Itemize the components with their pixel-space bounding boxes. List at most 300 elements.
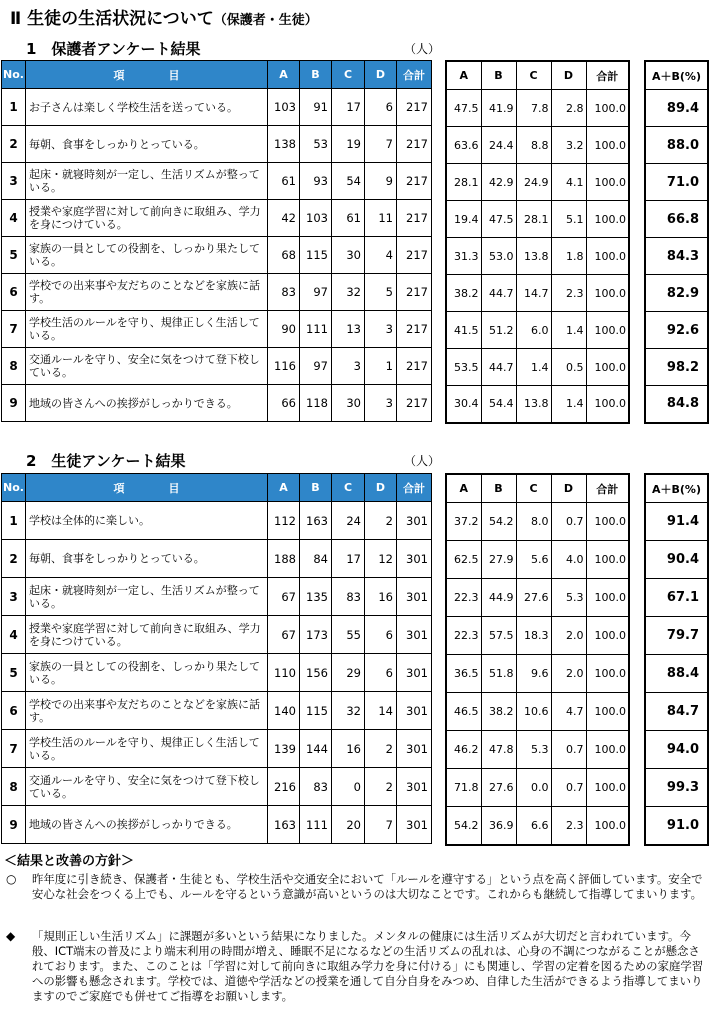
percent-total: 100.0 bbox=[586, 617, 629, 655]
count-a: 83 bbox=[268, 274, 300, 311]
note-mark: ○ bbox=[6, 872, 17, 886]
table-row bbox=[2, 237, 432, 274]
row-number: 5 bbox=[2, 237, 26, 274]
header-d: D bbox=[365, 474, 397, 502]
table-row bbox=[446, 275, 629, 312]
table-row bbox=[645, 579, 708, 617]
header-item: 項 目 bbox=[26, 61, 268, 89]
percent-a: 19.4 bbox=[446, 201, 481, 238]
percent-total: 100.0 bbox=[586, 164, 629, 201]
percent-b: 42.9 bbox=[481, 164, 516, 201]
percent-b: 27.9 bbox=[481, 541, 516, 579]
student-count-table bbox=[1, 473, 432, 844]
header-c: C bbox=[516, 61, 551, 90]
header-item: 項 目 bbox=[26, 474, 268, 502]
row-number: 3 bbox=[2, 578, 26, 616]
row-number: 4 bbox=[2, 200, 26, 237]
count-c: 17 bbox=[332, 89, 365, 126]
header-c: C bbox=[332, 61, 365, 89]
percent-c: 9.6 bbox=[516, 655, 551, 693]
count-total: 217 bbox=[397, 200, 432, 237]
table-row bbox=[2, 654, 432, 692]
percent-c: 28.1 bbox=[516, 201, 551, 238]
count-c: 13 bbox=[332, 311, 365, 348]
count-b: 97 bbox=[300, 274, 332, 311]
header-no: No. bbox=[2, 474, 26, 502]
table-row bbox=[645, 349, 708, 386]
page-title: Ⅱ 生徒の生活状況について（保護者・生徒） bbox=[10, 9, 318, 29]
count-b: 97 bbox=[300, 348, 332, 385]
percent-a: 36.5 bbox=[446, 655, 481, 693]
count-b: 115 bbox=[300, 692, 332, 730]
table-row bbox=[2, 348, 432, 385]
count-d: 7 bbox=[365, 806, 397, 844]
count-total: 217 bbox=[397, 348, 432, 385]
percent-b: 47.5 bbox=[481, 201, 516, 238]
table-row bbox=[446, 349, 629, 386]
percent-d: 2.3 bbox=[551, 807, 586, 845]
count-b: 91 bbox=[300, 89, 332, 126]
table-row bbox=[645, 503, 708, 541]
percent-a: 41.5 bbox=[446, 312, 481, 349]
percent-b: 57.5 bbox=[481, 617, 516, 655]
percent-c: 6.6 bbox=[516, 807, 551, 845]
percent-total: 100.0 bbox=[586, 769, 629, 807]
table-row bbox=[645, 164, 708, 201]
count-d: 12 bbox=[365, 540, 397, 578]
row-item: 地域の皆さんへの挨拶がしっかりできる。 bbox=[26, 385, 268, 422]
count-b: 111 bbox=[300, 806, 332, 844]
table-row bbox=[2, 692, 432, 730]
percent-d: 0.7 bbox=[551, 731, 586, 769]
row-item: 学校は全体的に楽しい。 bbox=[26, 502, 268, 540]
percent-c: 14.7 bbox=[516, 275, 551, 312]
row-number: 5 bbox=[2, 654, 26, 692]
percent-a: 46.5 bbox=[446, 693, 481, 731]
count-b: 83 bbox=[300, 768, 332, 806]
ab-percent: 91.0 bbox=[645, 807, 708, 845]
count-d: 2 bbox=[365, 768, 397, 806]
header-b: B bbox=[481, 474, 516, 503]
ab-percent: 71.0 bbox=[645, 164, 708, 201]
percent-a: 31.3 bbox=[446, 238, 481, 275]
percent-d: 2.0 bbox=[551, 655, 586, 693]
count-c: 61 bbox=[332, 200, 365, 237]
section-title-student: 2 生徒アンケート結果 bbox=[26, 452, 186, 470]
percent-b: 51.8 bbox=[481, 655, 516, 693]
table-row bbox=[446, 579, 629, 617]
percent-b: 27.6 bbox=[481, 769, 516, 807]
percent-c: 6.0 bbox=[516, 312, 551, 349]
row-number: 9 bbox=[2, 385, 26, 422]
table-row bbox=[2, 385, 432, 422]
table-row bbox=[446, 90, 629, 127]
row-item: 学校での出来事や友だちのことなどを家族に話す。 bbox=[26, 692, 268, 730]
ab-percent: 89.4 bbox=[645, 90, 708, 127]
student-ab-table bbox=[644, 473, 709, 846]
row-number: 7 bbox=[2, 311, 26, 348]
count-d: 7 bbox=[365, 126, 397, 163]
percent-b: 24.4 bbox=[481, 127, 516, 164]
count-c: 32 bbox=[332, 274, 365, 311]
table-row bbox=[446, 238, 629, 275]
percent-d: 5.1 bbox=[551, 201, 586, 238]
ab-percent: 84.8 bbox=[645, 386, 708, 423]
percent-c: 24.9 bbox=[516, 164, 551, 201]
percent-a: 62.5 bbox=[446, 541, 481, 579]
row-item: お子さんは楽しく学校生活を送っている。 bbox=[26, 89, 268, 126]
percent-c: 1.4 bbox=[516, 349, 551, 386]
header-no: No. bbox=[2, 61, 26, 89]
header-a: A bbox=[268, 61, 300, 89]
table-row bbox=[645, 127, 708, 164]
count-b: 118 bbox=[300, 385, 332, 422]
count-d: 2 bbox=[365, 730, 397, 768]
percent-d: 2.0 bbox=[551, 617, 586, 655]
percent-d: 3.2 bbox=[551, 127, 586, 164]
count-a: 188 bbox=[268, 540, 300, 578]
count-total: 301 bbox=[397, 502, 432, 540]
percent-d: 2.3 bbox=[551, 275, 586, 312]
table-row bbox=[446, 807, 629, 845]
percent-d: 5.3 bbox=[551, 579, 586, 617]
percent-b: 51.2 bbox=[481, 312, 516, 349]
row-item: 家族の一員としての役割を、しっかり果たしている。 bbox=[26, 654, 268, 692]
percent-total: 100.0 bbox=[586, 579, 629, 617]
count-c: 29 bbox=[332, 654, 365, 692]
count-total: 301 bbox=[397, 806, 432, 844]
count-b: 144 bbox=[300, 730, 332, 768]
header-total: 合計 bbox=[397, 474, 432, 502]
percent-c: 8.8 bbox=[516, 127, 551, 164]
count-total: 301 bbox=[397, 768, 432, 806]
table-row bbox=[2, 274, 432, 311]
percent-d: 1.8 bbox=[551, 238, 586, 275]
percent-a: 54.2 bbox=[446, 807, 481, 845]
guardian-ab-table bbox=[644, 60, 709, 424]
count-d: 9 bbox=[365, 163, 397, 200]
table-row bbox=[446, 312, 629, 349]
ab-percent: 99.3 bbox=[645, 769, 708, 807]
ab-percent: 91.4 bbox=[645, 503, 708, 541]
table-row bbox=[645, 275, 708, 312]
count-a: 163 bbox=[268, 806, 300, 844]
results-heading: ＜結果と改善の方針＞ bbox=[4, 854, 135, 869]
count-d: 2 bbox=[365, 502, 397, 540]
table-row bbox=[446, 731, 629, 769]
ab-percent: 88.4 bbox=[645, 655, 708, 693]
count-d: 11 bbox=[365, 200, 397, 237]
count-c: 55 bbox=[332, 616, 365, 654]
note-mark: ◆ bbox=[6, 929, 16, 943]
table-row bbox=[645, 769, 708, 807]
count-total: 217 bbox=[397, 237, 432, 274]
count-d: 3 bbox=[365, 311, 397, 348]
row-item: 交通ルールを守り、安全に気をつけて登下校している。 bbox=[26, 768, 268, 806]
note-text: 「規則正しい生活リズム」に課題が多いという結果になりました。メンタルの健康には生活リズムが大切だと言われています。今般、ICT端末の普及により端末利用の時間が増え、睡眠不足になるなどの生活リズムの乱れは、心身の不調につながることが懸念されております。また、このことは「学習に対して前向きに取組み学力を身に付ける」にも関連し、学習の定着を図るための家庭学習への影響も懸念されます。学校では、道徳や学活などの授業を通して自分自身をみつめ、自律した生活ができるよう指導してまいりますのでご家庭でも併せてご指導をお願いします。 bbox=[32, 929, 704, 1003]
percent-c: 27.6 bbox=[516, 579, 551, 617]
percent-total: 100.0 bbox=[586, 349, 629, 386]
header-ab: A＋B(%) bbox=[645, 474, 708, 503]
count-a: 90 bbox=[268, 311, 300, 348]
percent-c: 7.8 bbox=[516, 90, 551, 127]
header-d: D bbox=[551, 61, 586, 90]
row-item: 学校での出来事や友だちのことなどを家族に話す。 bbox=[26, 274, 268, 311]
row-item: 授業や家庭学習に対して前向きに取組み、学力を身につけている。 bbox=[26, 616, 268, 654]
table-row bbox=[446, 541, 629, 579]
percent-b: 47.8 bbox=[481, 731, 516, 769]
count-d: 4 bbox=[365, 237, 397, 274]
row-number: 9 bbox=[2, 806, 26, 844]
percent-d: 4.7 bbox=[551, 693, 586, 731]
row-item: 起床・就寝時刻が一定し、生活リズムが整っている。 bbox=[26, 578, 268, 616]
header-total: 合計 bbox=[397, 61, 432, 89]
percent-d: 2.8 bbox=[551, 90, 586, 127]
percent-a: 71.8 bbox=[446, 769, 481, 807]
row-item: 学校生活のルールを守り、規律正しく生活している。 bbox=[26, 311, 268, 348]
count-total: 301 bbox=[397, 692, 432, 730]
guardian-count-table bbox=[1, 60, 432, 422]
percent-a: 63.6 bbox=[446, 127, 481, 164]
table-row bbox=[446, 655, 629, 693]
row-number: 6 bbox=[2, 274, 26, 311]
count-total: 217 bbox=[397, 385, 432, 422]
count-c: 30 bbox=[332, 237, 365, 274]
header-b: B bbox=[300, 61, 332, 89]
percent-total: 100.0 bbox=[586, 386, 629, 423]
count-total: 217 bbox=[397, 274, 432, 311]
count-c: 19 bbox=[332, 126, 365, 163]
header-b: B bbox=[300, 474, 332, 502]
count-a: 216 bbox=[268, 768, 300, 806]
note-text: 昨年度に引き続き、保護者・生徒とも、学校生活や交通安全において「ルールを遵守する」という点を高く評価しています。安全で安心な社会をつくる上でも、ルールを守るという意識が高いというのは大切なことです。これからも継続して指導してまいります。 bbox=[32, 872, 703, 901]
percent-b: 38.2 bbox=[481, 693, 516, 731]
percent-total: 100.0 bbox=[586, 655, 629, 693]
count-b: 103 bbox=[300, 200, 332, 237]
row-number: 1 bbox=[2, 502, 26, 540]
header-ab: A＋B(%) bbox=[645, 61, 708, 90]
count-c: 30 bbox=[332, 385, 365, 422]
row-item: 家族の一員としての役割を、しっかり果たしている。 bbox=[26, 237, 268, 274]
count-a: 140 bbox=[268, 692, 300, 730]
header-total: 合計 bbox=[586, 61, 629, 90]
percent-a: 38.2 bbox=[446, 275, 481, 312]
count-a: 110 bbox=[268, 654, 300, 692]
count-b: 115 bbox=[300, 237, 332, 274]
table-row bbox=[645, 541, 708, 579]
unit-label: （人） bbox=[404, 42, 441, 56]
count-b: 173 bbox=[300, 616, 332, 654]
table-row bbox=[2, 89, 432, 126]
percent-c: 8.0 bbox=[516, 503, 551, 541]
percent-total: 100.0 bbox=[586, 312, 629, 349]
table-row bbox=[645, 238, 708, 275]
percent-total: 100.0 bbox=[586, 541, 629, 579]
ab-percent: 67.1 bbox=[645, 579, 708, 617]
percent-total: 100.0 bbox=[586, 201, 629, 238]
percent-d: 4.1 bbox=[551, 164, 586, 201]
count-d: 6 bbox=[365, 616, 397, 654]
count-c: 3 bbox=[332, 348, 365, 385]
percent-c: 5.6 bbox=[516, 541, 551, 579]
header-d: D bbox=[365, 61, 397, 89]
table-row bbox=[2, 126, 432, 163]
table-row bbox=[645, 386, 708, 423]
count-d: 1 bbox=[365, 348, 397, 385]
percent-total: 100.0 bbox=[586, 503, 629, 541]
page-subtitle: （保護者・生徒） bbox=[213, 13, 318, 28]
table-row bbox=[446, 386, 629, 423]
percent-a: 30.4 bbox=[446, 386, 481, 423]
ab-percent: 98.2 bbox=[645, 349, 708, 386]
count-a: 138 bbox=[268, 126, 300, 163]
count-d: 16 bbox=[365, 578, 397, 616]
percent-b: 44.7 bbox=[481, 275, 516, 312]
count-total: 301 bbox=[397, 578, 432, 616]
count-b: 93 bbox=[300, 163, 332, 200]
count-c: 0 bbox=[332, 768, 365, 806]
table-row bbox=[2, 578, 432, 616]
count-d: 6 bbox=[365, 89, 397, 126]
count-c: 83 bbox=[332, 578, 365, 616]
unit-label: （人） bbox=[404, 454, 441, 468]
table-row bbox=[2, 200, 432, 237]
row-number: 8 bbox=[2, 348, 26, 385]
percent-b: 36.9 bbox=[481, 807, 516, 845]
table-row bbox=[645, 90, 708, 127]
percent-c: 10.6 bbox=[516, 693, 551, 731]
header-b: B bbox=[481, 61, 516, 90]
row-number: 1 bbox=[2, 89, 26, 126]
count-b: 53 bbox=[300, 126, 332, 163]
header-c: C bbox=[516, 474, 551, 503]
percent-b: 54.2 bbox=[481, 503, 516, 541]
header-c: C bbox=[332, 474, 365, 502]
percent-b: 44.7 bbox=[481, 349, 516, 386]
percent-c: 13.8 bbox=[516, 238, 551, 275]
percent-a: 47.5 bbox=[446, 90, 481, 127]
count-d: 3 bbox=[365, 385, 397, 422]
count-a: 116 bbox=[268, 348, 300, 385]
percent-b: 54.4 bbox=[481, 386, 516, 423]
count-a: 66 bbox=[268, 385, 300, 422]
percent-total: 100.0 bbox=[586, 127, 629, 164]
count-c: 24 bbox=[332, 502, 365, 540]
table-row bbox=[2, 806, 432, 844]
ab-percent: 84.3 bbox=[645, 238, 708, 275]
count-a: 67 bbox=[268, 578, 300, 616]
percent-d: 4.0 bbox=[551, 541, 586, 579]
count-total: 301 bbox=[397, 654, 432, 692]
count-b: 156 bbox=[300, 654, 332, 692]
percent-b: 53.0 bbox=[481, 238, 516, 275]
percent-c: 18.3 bbox=[516, 617, 551, 655]
table-row bbox=[2, 540, 432, 578]
table-row bbox=[446, 201, 629, 238]
percent-d: 0.7 bbox=[551, 769, 586, 807]
percent-c: 5.3 bbox=[516, 731, 551, 769]
percent-total: 100.0 bbox=[586, 807, 629, 845]
count-a: 103 bbox=[268, 89, 300, 126]
ab-percent: 82.9 bbox=[645, 275, 708, 312]
row-item: 毎朝、食事をしっかりとっている。 bbox=[26, 126, 268, 163]
ab-percent: 66.8 bbox=[645, 201, 708, 238]
table-row bbox=[645, 693, 708, 731]
percent-a: 46.2 bbox=[446, 731, 481, 769]
percent-a: 28.1 bbox=[446, 164, 481, 201]
count-c: 20 bbox=[332, 806, 365, 844]
guardian-percent-table bbox=[445, 60, 630, 424]
percent-a: 37.2 bbox=[446, 503, 481, 541]
row-number: 8 bbox=[2, 768, 26, 806]
table-row bbox=[645, 655, 708, 693]
count-c: 17 bbox=[332, 540, 365, 578]
section-title-guardian: 1 保護者アンケート結果 bbox=[26, 40, 201, 58]
header-d: D bbox=[551, 474, 586, 503]
table-row bbox=[2, 616, 432, 654]
count-a: 112 bbox=[268, 502, 300, 540]
percent-total: 100.0 bbox=[586, 90, 629, 127]
ab-percent: 90.4 bbox=[645, 541, 708, 579]
header-a: A bbox=[268, 474, 300, 502]
result-note bbox=[6, 872, 706, 902]
percent-d: 0.7 bbox=[551, 503, 586, 541]
count-d: 6 bbox=[365, 654, 397, 692]
percent-a: 53.5 bbox=[446, 349, 481, 386]
percent-c: 13.8 bbox=[516, 386, 551, 423]
row-number: 4 bbox=[2, 616, 26, 654]
row-number: 3 bbox=[2, 163, 26, 200]
count-b: 163 bbox=[300, 502, 332, 540]
table-row bbox=[645, 731, 708, 769]
row-number: 2 bbox=[2, 126, 26, 163]
table-row bbox=[645, 807, 708, 845]
count-b: 84 bbox=[300, 540, 332, 578]
table-row bbox=[2, 768, 432, 806]
ab-percent: 92.6 bbox=[645, 312, 708, 349]
count-c: 54 bbox=[332, 163, 365, 200]
percent-a: 22.3 bbox=[446, 579, 481, 617]
count-a: 61 bbox=[268, 163, 300, 200]
ab-percent: 79.7 bbox=[645, 617, 708, 655]
count-total: 217 bbox=[397, 126, 432, 163]
count-d: 14 bbox=[365, 692, 397, 730]
count-total: 217 bbox=[397, 163, 432, 200]
table-row bbox=[446, 693, 629, 731]
percent-d: 1.4 bbox=[551, 312, 586, 349]
table-row bbox=[645, 617, 708, 655]
percent-b: 44.9 bbox=[481, 579, 516, 617]
percent-b: 41.9 bbox=[481, 90, 516, 127]
percent-total: 100.0 bbox=[586, 275, 629, 312]
header-a: A bbox=[446, 474, 481, 503]
ab-percent: 84.7 bbox=[645, 693, 708, 731]
count-c: 16 bbox=[332, 730, 365, 768]
count-a: 139 bbox=[268, 730, 300, 768]
count-a: 67 bbox=[268, 616, 300, 654]
count-d: 5 bbox=[365, 274, 397, 311]
percent-total: 100.0 bbox=[586, 238, 629, 275]
row-item: 交通ルールを守り、安全に気をつけて登下校している。 bbox=[26, 348, 268, 385]
table-row bbox=[645, 312, 708, 349]
table-row bbox=[2, 502, 432, 540]
percent-total: 100.0 bbox=[586, 731, 629, 769]
count-a: 68 bbox=[268, 237, 300, 274]
percent-d: 1.4 bbox=[551, 386, 586, 423]
percent-d: 0.5 bbox=[551, 349, 586, 386]
header-a: A bbox=[446, 61, 481, 90]
row-item: 学校生活のルールを守り、規律正しく生活している。 bbox=[26, 730, 268, 768]
